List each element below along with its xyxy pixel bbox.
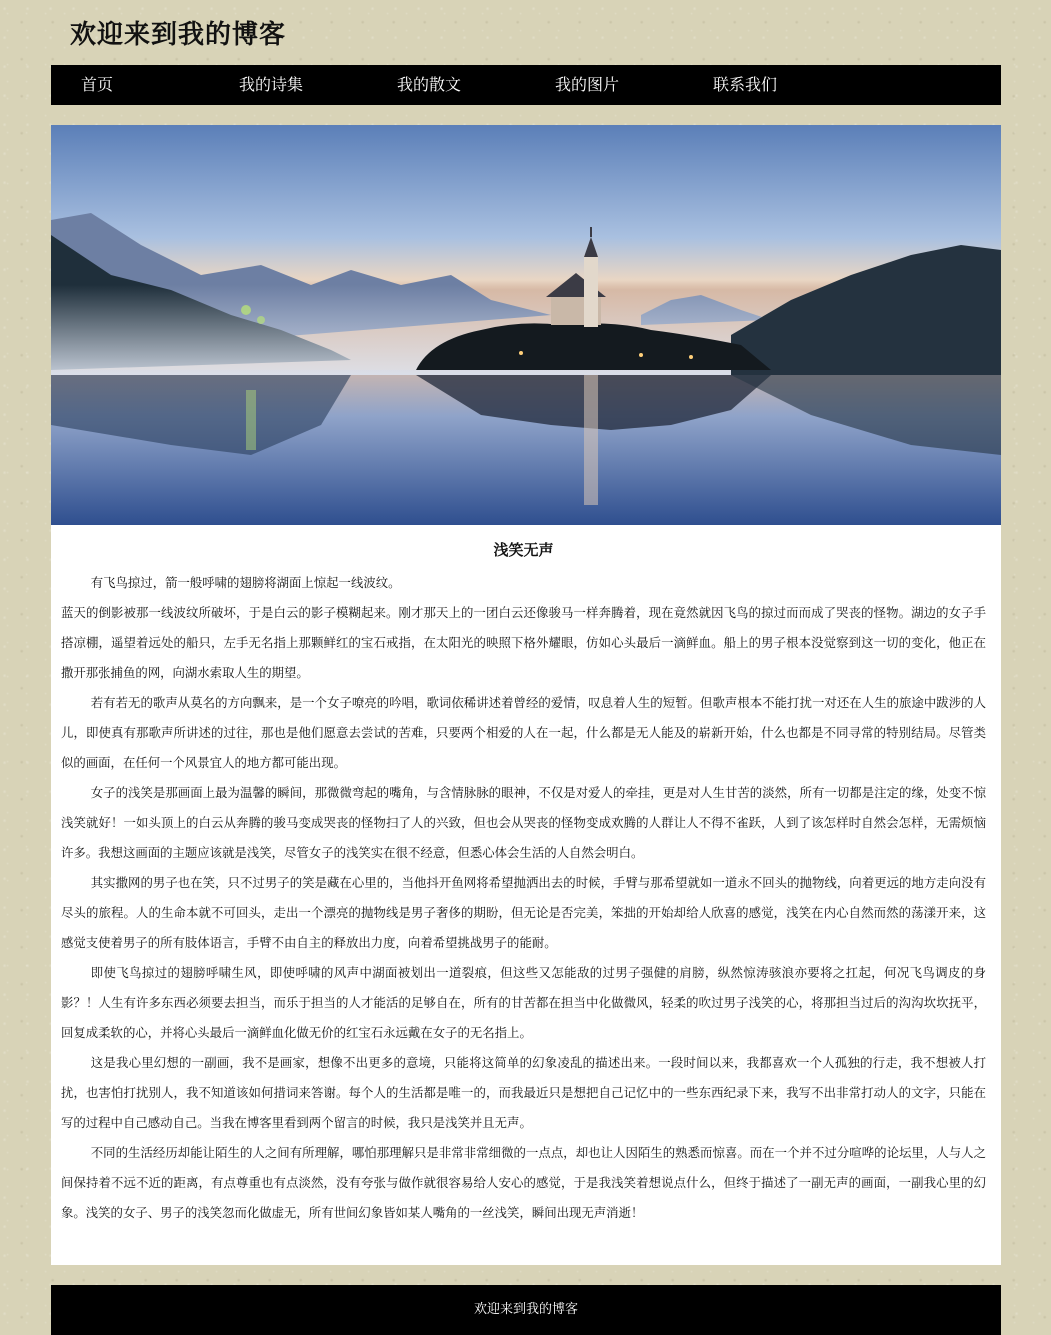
article-paragraph: 女子的浅笑是那画面上最为温馨的瞬间，那微微弯起的嘴角，与含情脉脉的眼神，不仅是对爱人的牵挂，更是对人生甘苦的淡然，所有一切都是注定的缘，处变不惊浅笑就好！一如头顶上的白云从奔腾的骏马变成哭丧的怪物扫了人的兴致，但也会从哭丧的怪物变成欢腾的人群让人不得不雀跃，人到了该怎样时自然会怎样，无需烦恼许多。我想这画面的主题应该就是浅笑，尽管女子的浅笑实在很不经意，但悉心体会生活的人自然会明白。 bbox=[61, 785, 986, 860]
article-title: 浅笑无声 bbox=[493, 541, 554, 559]
nav-item-poems[interactable]: 我的诗集 bbox=[239, 75, 304, 94]
nav-item-contact[interactable]: 联系我们 bbox=[713, 75, 778, 94]
article-paragraph: 其实撒网的男子也在笑，只不过男子的笑是藏在心里的，当他抖开鱼网将希望抛洒出去的时候，手臂与那希望就如一道永不回头的抛物线，向着更远的地方走向没有尽头的旅程。人的生命本就不可回头，走出一个漂亮的抛物线是男子奢侈的期盼，但无论是否完美，笨拙的开始却给人欣喜的感觉，浅笑在内心自然而然的荡漾开来，这感觉支使着男子的所有肢体语言，手臂不由自主的释放出力度，向着希望挑战男子的能耐。 bbox=[61, 875, 986, 950]
article-paragraph: 即使飞鸟掠过的翅膀呼啸生风，即使呼啸的风声中湖面被划出一道裂痕，但这些又怎能敌的过男子强健的肩膀，纵然惊涛骇浪亦要将之扛起，何况飞鸟调皮的身影？！人生有许多东西必须要去担当，而乐于担当的人才能活的足够自在，所有的甘苦都在担当中化做微风，轻柔的吹过男子浅笑的心，将那担当过后的沟沟坎坎抚平，回复成柔软的心，并将心头最后一滴鲜血化做无价的红宝石永远戴在女子的无名指上。 bbox=[61, 965, 986, 1040]
site-title: 欢迎来到我的博客 bbox=[70, 20, 287, 50]
article-paragraph: 蓝天的倒影被那一线波纹所破坏，于是白云的影子模糊起来。刚才那天上的一团白云还像骏马一样奔腾着，现在竟然就因飞鸟的掠过而而成了哭丧的怪物。湖边的女子手搭凉棚，遥望着远处的船只，左手无名指上那颗鲜红的宝石戒指，在太阳光的映照下格外耀眼，仿如心头最后一滴鲜血。船上的男子根本没觉察到这一切的变化，他正在撒开那张捕鱼的网，向湖水索取人生的期望。 bbox=[61, 605, 986, 680]
nav-item-pictures[interactable]: 我的图片 bbox=[555, 75, 620, 94]
article-paragraph: 有飞鸟掠过，箭一般呼啸的翅膀将湖面上惊起一线波纹。 bbox=[90, 575, 401, 590]
article-content bbox=[51, 525, 1001, 1265]
nav-item-home[interactable]: 首页 bbox=[81, 75, 114, 94]
main-nav bbox=[51, 65, 1001, 105]
article-paragraph: 这是我心里幻想的一副画，我不是画家，想像不出更多的意境，只能将这简单的幻象凌乱的描述出来。一段时间以来，我都喜欢一个人孤独的行走，我不想被人打扰，也害怕打扰别人，我不知道该如何措词来答谢。每个人的生活都是唯一的，而我最近只是想把自己记忆中的一些东西纪录下来，我写不出非常打动人的文字，只能在写的过程中自己感动自己。当我在博客里看到两个留言的时候，我只是浅笑并且无声。 bbox=[61, 1055, 986, 1130]
article-paragraph: 不同的生活经历却能让陌生的人之间有所理解，哪怕那理解只是非常非常细微的一点点，却也让人因陌生的熟悉而惊喜。而在一个并不过分喧哗的论坛里，人与人之间保持着不远不近的距离，有点尊重也有点淡然，没有夸张与做作就很容易给人安心的感觉，于是我浅笑着想说点什么，但终于描述了一副无声的画面，一副我心里的幻象。浅笑的女子、男子的浅笑忽而化做虚无，所有世间幻象皆如某人嘴角的一丝浅笑，瞬间出现无声消逝！ bbox=[61, 1145, 986, 1220]
banner-lake-image bbox=[51, 125, 1001, 525]
footer: 欢迎来到我的博客 bbox=[51, 1285, 1001, 1335]
article-paragraph: 若有若无的歌声从莫名的方向飘来，是一个女子嘹亮的吟唱，歌词依稀讲述着曾经的爱情，叹息着人生的短暂。但歌声根本不能打扰一对还在人生的旅途中跋涉的人儿，即使真有那歌声所讲述的过往，那也是他们愿意去尝试的苦难，只要两个相爱的人在一起，什么都是无人能及的崭新开始，什么也都是不同寻常的特别结局。尽管类似的画面，在任何一个风景宜人的地方都可能出现。 bbox=[61, 695, 986, 770]
nav-item-essays[interactable]: 我的散文 bbox=[397, 75, 462, 94]
